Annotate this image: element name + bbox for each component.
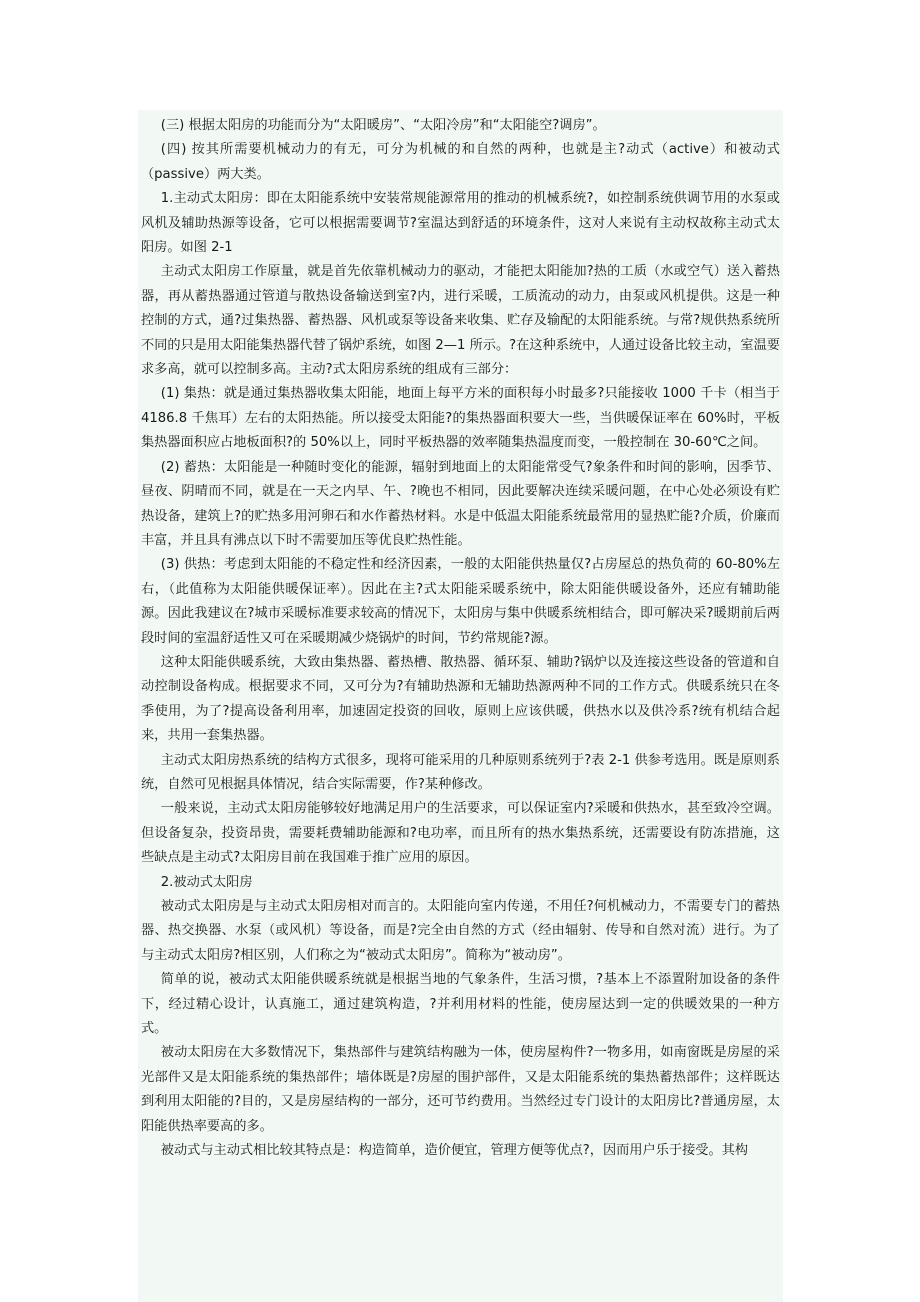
paragraph-system-structures: 主动式太阳房热系统的结构方式很多，现将可能采用的几种原则系统列于?表 2-1 供参考选用。既是原则系统，自然可见根据具体情况，结合实际需要，作?某种修改。: [141, 752, 780, 792]
section-heading-passive-solar-house: 2.被动式太阳房: [160, 874, 253, 890]
paragraph-active-solar-house-definition: 1.主动式太阳房：即在太阳能系统中安装常规能源常用的推动的机械系统?，如控制系统供调节用的水泵或风机及辅助热源等设备，它可以根据需要调节?室温达到舒适的环境条件，这对人来说有主动权故称主动式太阳房。如图 2-1: [141, 191, 780, 256]
paragraph-passive-vs-active: 被动式与主动式相比较其特点是：构造简单，造价便宜，管理方便等优点?，因而用户乐于接受。其构: [160, 1143, 749, 1159]
paragraph-passive-integration: 被动太阳房在大多数情况下，集热部件与建筑结构融为一体，使房屋构件?一物多用，如南窗既是房屋的采光部件又是太阳能系统的集热部件；墙体既是?房屋的围护部件，又是太阳能系统的集热蓄热部件；这样既达到利用太阳能的?目的，又是房屋结构的一部分，还可节约费用。当然经过专门设计的太阳房比?普通房屋，太阳能供热率要高的多。: [141, 1045, 780, 1134]
paragraph-classification-by-power: (四) 按其所需要机械动力的有无，可分为机械的和自然的两种，也就是主?动式（active）和被动式（passive）两大类。: [141, 142, 780, 182]
paragraph-system-components: 这种太阳能供暖系统，大致由集热器、蓄热槽、散热器、循环泵、辅助?锅炉以及连接这些设备的管道和自动控制设备构成。根据要求不同，又可分为?有辅助热源和无辅助热源两种不同的工作方式。供暖系统只在冬季使用，为了?提高设备利用率，加速固定投资的回收，原则上应该供暖，供热水以及供冷系?统有机结合起来，共用一套集热器。: [141, 654, 780, 744]
paragraph-active-pros-cons: 一般来说，主动式太阳房能够较好地满足用户的生活要求，可以保证室内?采暖和供热水，甚至致冷空调。但设备复杂，投资昂贵，需要耗费辅助能源和?电功率，而且所有的热水集热系统，还需要设有防冻措施，这些缺点是主动式?太阳房目前在我国难于推广应用的原因。: [141, 801, 780, 866]
paragraph-passive-definition: 被动式太阳房是与主动式太阳房相对而言的。太阳能向室内传递，不用任?何机械动力，不需要专门的蓄热器、热交换器、水泵（或风机）等设备，而是?完全由自然的方式（经由辐射、传导和自然对流）进行。为了与主动式太阳房?相区别，人们称之为“被动式太阳房”。简称为“被动房”。: [141, 899, 780, 963]
paragraph-passive-simple-explanation: 简单的说，被动式太阳能供暖系统就是根据当地的气象条件，生活习惯，?基本上不添置附加设备的条件下，经过精心设计，认真施工，通过建筑构造，?并利用材料的性能，使房屋达到一定的供暖效果的一种方式。: [141, 972, 780, 1037]
paragraph-active-working-principle: 主动式太阳房工作原量，就是首先依靠机械动力的驱动，才能把太阳能加?热的工质（水或空气）送入蓄热器，再从蓄热器通过管道与散热设备输送到室?内，进行采暖，工质流动的动力，由泵或风机提供。这是一种控制的方式，通?过集热器、蓄热器、风机或泵等设备来收集、贮存及输配的太阳能系统。与常?规供热系统所不同的只是用太阳能集热器代替了锅炉系统，如图 2—1 所示。?在这种系统中，人通过设备比较主动，室温要求多高，就可以控制多高。主动?式太阳房系统的组成有三部分：: [141, 264, 780, 378]
paragraph-heat-collection: (1) 集热：就是通过集热器收集太阳能，地面上每平方米的面积每小时最多?只能接收 1000 千卡（相当于 4186.8 千焦耳）左右的太阳热能。所以接受太阳能?的集热器面积要大一些，当供暖保证率在 60%时，平板集热器面积应占地板面积?的 50%以上，同时平板热器的效率随集热温度而变，一般控制在 30-60℃之间。: [141, 386, 780, 451]
paragraph-heat-supply: (3) 供热：考虑到太阳能的不稳定性和经济因素，一般的太阳能供热量仅?占房屋总的热负荷的 60-80%左右，（此值称为太阳能供暖保证率）。因此在主?式太阳能采暖系统中，除太阳能供暖设备外，还应有辅助能源。因此我建议在?城市采暖标准要求较高的情况下，太阳房与集中供暖系统相结合，即可解决采?暖期前后两段时间的室温舒适性又可在采暖期减少烧锅炉的时间，节约常规能?源。: [141, 557, 780, 646]
paragraph-heat-storage: (2) 蓄热：太阳能是一种随时变化的能源，辐射到地面上的太阳能常受气?象条件和时间的影响，因季节、昼夜、阴晴而不同，就是在一天之内早、午、?晚也不相同，因此要解决连续采暖问题，在中心处必须设有贮热设备，建筑上?的贮热多用河卵石和水作蓄热材料。水是中低温太阳能系统最常用的显热贮能?介质，价廉而丰富，并且具有沸点以下时不需要加压等优良贮热性能。: [141, 459, 780, 548]
document-page: [138, 110, 783, 1302]
paragraph-classification-by-function: (三) 根据太阳房的功能而分为“太阳暖房”、“太阳冷房”和“太阳能空?调房”。: [160, 118, 606, 133]
